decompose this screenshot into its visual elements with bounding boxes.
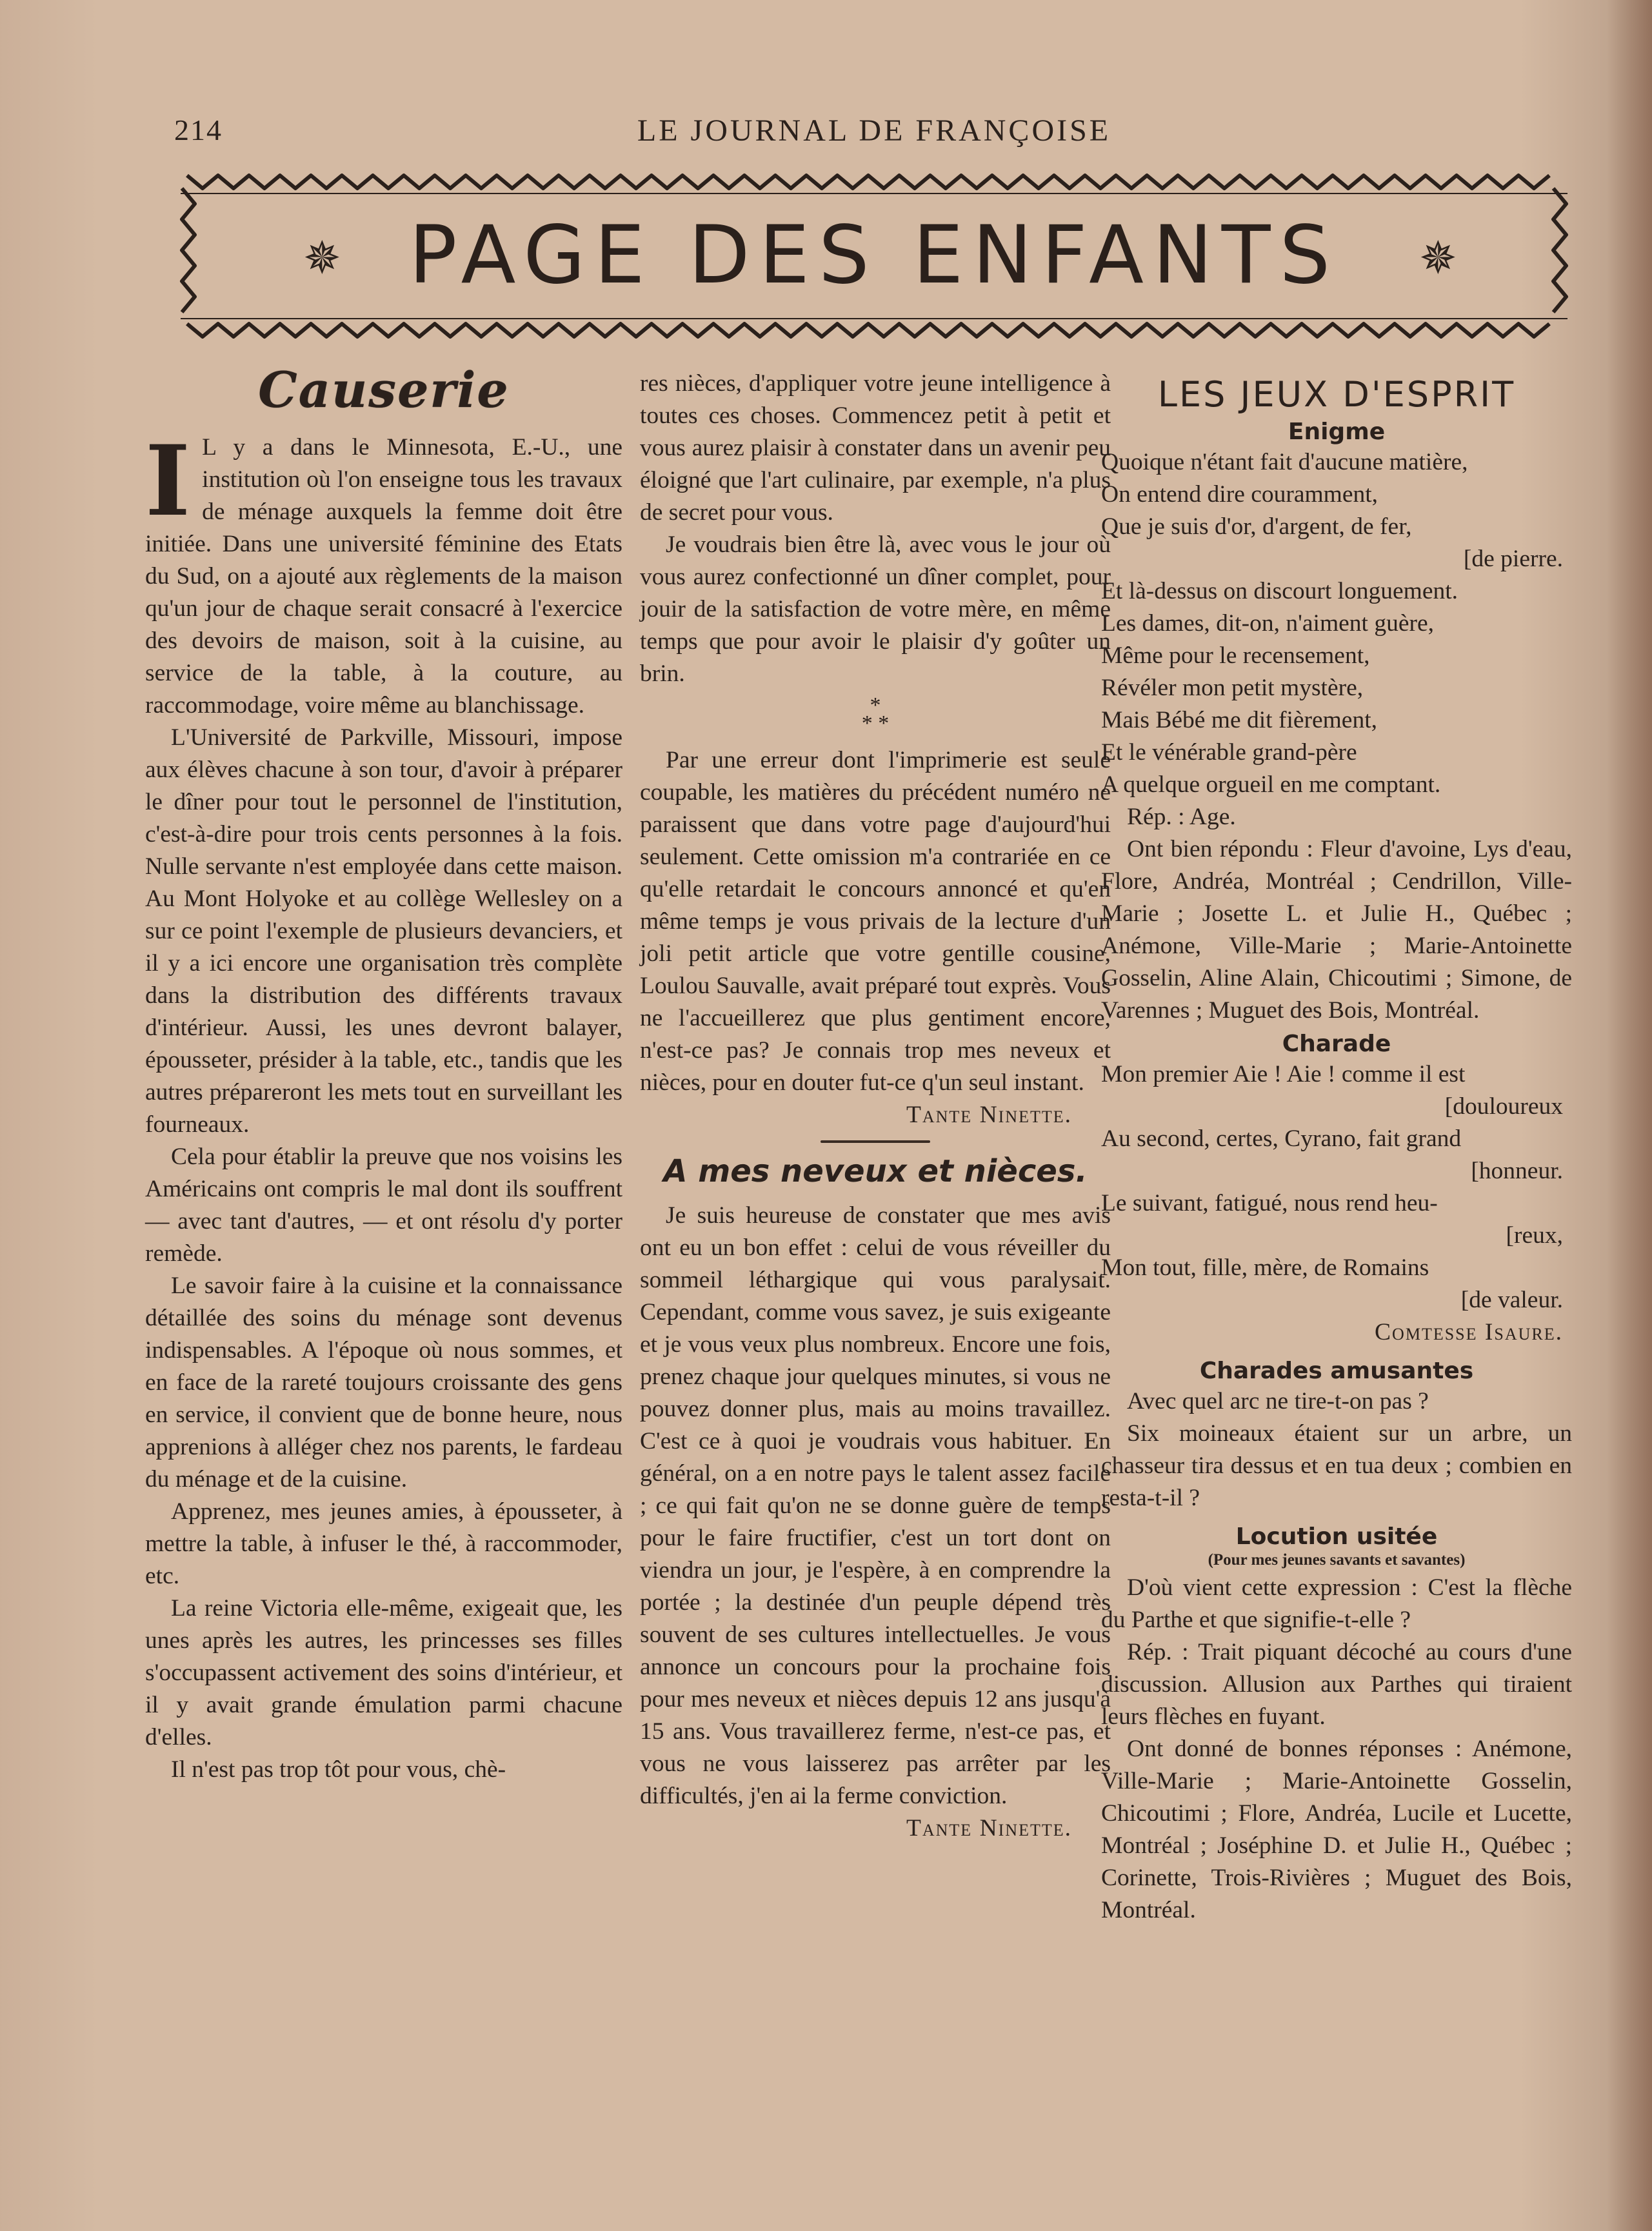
banner-title: PAGE DES ENFANTS — [408, 209, 1340, 302]
causerie-continued: res nièces, d'appliquer votre jeune intelligence à toutes ces choses. Commencez petit à petit et vous aurez plaisir à constater dans un avenir peu éloigné que l'art culinaire, par exemple, n'a plus de secret pour vous. — [640, 370, 1111, 526]
enigme-line: Même pour le recensement, — [1101, 642, 1370, 669]
locution-question: D'où vient cette expression : C'est la flèche du Parthe et que signifie-t-elle ? — [1101, 1574, 1572, 1633]
charade-line: [de valeur. — [1460, 1287, 1563, 1313]
column-jeux — [1101, 361, 1572, 1927]
locution-reponse: Rép. : Trait piquant décoché au cours d'une discussion. Allusion aux Parthes qui tiraient leurs flèches en fuyant. — [1101, 1639, 1572, 1730]
neveux-paragraph: Je suis heureuse de constater que mes avis ont eu un bon effet : celui de vous réveiller du sommeil léthargique qui vous paralysait. Cependant, comme vous savez, je suis exigeante et je vous veux plus nombreux. Encore une fois, prenez chaque jour quelques minutes, si vous ne pouvez donner plus, mais au moins travaillez. C'est ce à quoi je voudrais vous habituer. En général, on a en notre pays le talent assez facile ; ce qui fait qu'on ne se donne guère de temps pour le faire fructifier, c'est un tort dont on viendra un jour, je l'espère, à en comprendre la portée ; la destinée d'un peuple dépend très souvent de ses cultures intellectuelles. Je vous annonce un concours pour la prochaine fois pour mes neveux et nièces depuis 12 ans jusqu'à 15 ans. Vous travaillerez ferme, n'est-ce pas, et vous ne vous laisserez pas arrêter par les difficultés, j'en ai la ferme conviction. — [640, 1202, 1111, 1809]
signature-tante-ninette-2: Tante Ninette. — [906, 1815, 1072, 1841]
drop-cap: I — [145, 424, 191, 538]
causerie-title: Causerie — [258, 361, 510, 419]
jeux-title: LES JEUX D'ESPRIT — [1157, 374, 1516, 415]
causerie-paragraph-4: Le savoir faire à la cuisine et la connaissance détaillée des soins du ménage sont devenus indispensables. A l'époque où nous sommes, et en face de la rareté toujours croissante des gens en service, il convient que de bonne heure, nous apprenions à alléger chez nos parents, le fardeau du ménage et de la cuisine. — [145, 1273, 622, 1492]
locution-answers: Ont donné de bonnes réponses : Anémone, Ville-Marie ; Marie-Antoinette Gosselin, Chicoutimi ; Flore, Andréa, Lucile et Lucette, Montréal ; Joséphine D. et Julie H., Québec ; Corinette, Trois-Rivières ; Muguet des Bois, Montréal. — [1101, 1736, 1572, 1923]
charade-line: Mon premier Aie ! Aie ! comme il est — [1101, 1061, 1466, 1087]
enigme-line: Et le vénérable grand-père — [1101, 739, 1357, 766]
charades-amusantes-title: Charades amusantes — [1199, 1358, 1474, 1384]
enigme-line: Que je suis d'or, d'argent, de fer, — [1101, 513, 1412, 540]
causerie-paragraph-3: Cela pour établir la preuve que nos voisins les Américains ont compris le mal dont ils souffrent — avec tant d'autres, — et ont résolu d'y porter remède. — [145, 1144, 622, 1267]
column-middle — [640, 368, 1111, 1845]
locution-title: Locution usitée — [1235, 1523, 1438, 1550]
causerie-paragraph-6: La reine Victoria elle-même, exigeait que, les unes après les autres, les princesses ses filles s'occupassent activement des soins d'intérieur, et il y avait grande émulation parmi chacune d'elles. — [145, 1595, 622, 1750]
signature-comtesse-isaure: Comtesse Isaure. — [1375, 1319, 1563, 1345]
section-divider — [821, 1140, 930, 1143]
locution-note: (Pour mes jeunes savants et savantes) — [1208, 1551, 1466, 1569]
erratum-paragraph: Par une erreur dont l'imprimerie est seule coupable, les matières du précédent numéro ne paraissent que dans votre page d'aujourd'hui seulement. Cette omission m'a contrariée en ce qu'elle retardait le concours annoncé et qu'en même temps je vous privais de la lecture d'un joli petit article que votre gentille cousine, Loulou Sauvalle, avait préparé tout exprès. Vous ne l'accueillerez que plus gentiment encore, n'est-ce pas? Je connais trop mes neveux et nièces, pour en douter fut-ce q'un seul instant. — [640, 747, 1111, 1096]
enigme-reponse: Rép. : Age. — [1127, 804, 1236, 830]
causerie-paragraph-1: I L y a dans le Minnesota, E.-U., une institution où l'on enseigne tous les travaux de ménage auxquels la femme doit être initiée. Dans une université féminine des Etats du Sud, on a ajouté aux règlements de la maison qu'un jour de chaque serait consacré à l'exercice des devoirs de maison, soit à la cuisine, au service de la table, à la couture, au raccommodage, voire même au blanchissage. — [145, 424, 622, 719]
running-head — [174, 106, 1574, 158]
asterism-separator: * * * — [861, 693, 890, 735]
ornament-star-left-icon: ✵ — [303, 234, 341, 284]
charade-line: [douloureux — [1444, 1093, 1563, 1120]
column-causerie — [145, 361, 622, 1786]
charade-amusante-2: Six moineaux étaient sur un arbre, un chasseur tira dessus et en tua deux ; combien en resta-t-il ? — [1101, 1420, 1572, 1511]
enigme-line: [de pierre. — [1463, 546, 1563, 572]
charade-title: Charade — [1282, 1031, 1391, 1057]
neveux-title: A mes neveux et nièces. — [663, 1153, 1088, 1189]
section-banner — [174, 169, 1574, 350]
causerie-paragraph-8: Je voudrais bien être là, avec vous le jour où vous aurez confectionné un dîner complet, pour jouir de la satisfaction de votre mère, en même temps que pour avoir le plaisir d'y goûter un brin. — [640, 531, 1111, 687]
causerie-paragraph-2: L'Université de Parkville, Missouri, impose aux élèves chacune à son tour, d'avoir à préparer le dîner pour tout le personnel de l'institution, c'est-à-dire pour trois cents personnes à la fois. Nulle servante n'est employée dans cette maison. Au Mont Holyoke et au collège Wellesley on a sur ce point l'exemple de plusieurs devanciers, et il y a ici encore une organisation très complète dans la distribution des différents travaux d'intérieur. Aussi, les unes devront balayer, épousseter, présider à la table, etc., tandis que les autres prépareront les mets tout en surveillant les fourneaux. — [145, 724, 622, 1138]
page-number: 214 — [174, 114, 223, 146]
causerie-paragraph-5: Apprenez, mes jeunes amies, à épousseter, à mettre la table, à infuser le thé, à raccommoder, etc. — [145, 1498, 622, 1589]
charade-line: [honneur. — [1471, 1158, 1563, 1184]
enigme-line: Mais Bébé me dit fièrement, — [1101, 707, 1377, 733]
enigme-line: On entend dire couramment, — [1101, 481, 1378, 508]
enigme-line: Quoique n'étant fait d'aucune matière, — [1101, 449, 1468, 475]
enigme-line: Révéler mon petit mystère, — [1101, 675, 1364, 701]
ornament-star-right-icon: ✵ — [1419, 234, 1457, 284]
enigme-title: Enigme — [1288, 419, 1386, 445]
charade-line: Le suivant, fatigué, nous rend heu- — [1101, 1190, 1438, 1216]
charade-line: Au second, certes, Cyrano, fait grand — [1101, 1125, 1462, 1152]
enigme-line: Et là-dessus on discourt longuement. — [1101, 578, 1458, 604]
enigme-answers: Ont bien répondu : Fleur d'avoine, Lys d'eau, Flore, Andréa, Montréal ; Cendrillon, Ville-Marie ; Josette L. et Julie H., Québec ; Anémone, Ville-Marie ; Marie-Antoinette Gosselin, Aline Alain, Chicoutimi ; Simone, de Varennes ; Muguet des Bois, Montréal. — [1101, 836, 1572, 1024]
charade-line: [reux, — [1506, 1222, 1563, 1249]
enigme-line: A quelque orgueil en me comptant. — [1101, 771, 1441, 798]
page-edge-shadow — [1607, 0, 1652, 2231]
charade-line: Mon tout, fille, mère, de Romains — [1101, 1254, 1429, 1281]
charade-amusante-1: Avec quel arc ne tire-t-on pas ? — [1127, 1388, 1429, 1414]
enigme-line: Les dames, dit-on, n'aiment guère, — [1101, 610, 1434, 637]
causerie-paragraph-7: Il n'est pas trop tôt pour vous, chè- — [171, 1756, 506, 1783]
journal-title: LE JOURNAL DE FRANÇOISE — [637, 114, 1111, 148]
signature-tante-ninette-1: Tante Ninette. — [906, 1102, 1072, 1128]
